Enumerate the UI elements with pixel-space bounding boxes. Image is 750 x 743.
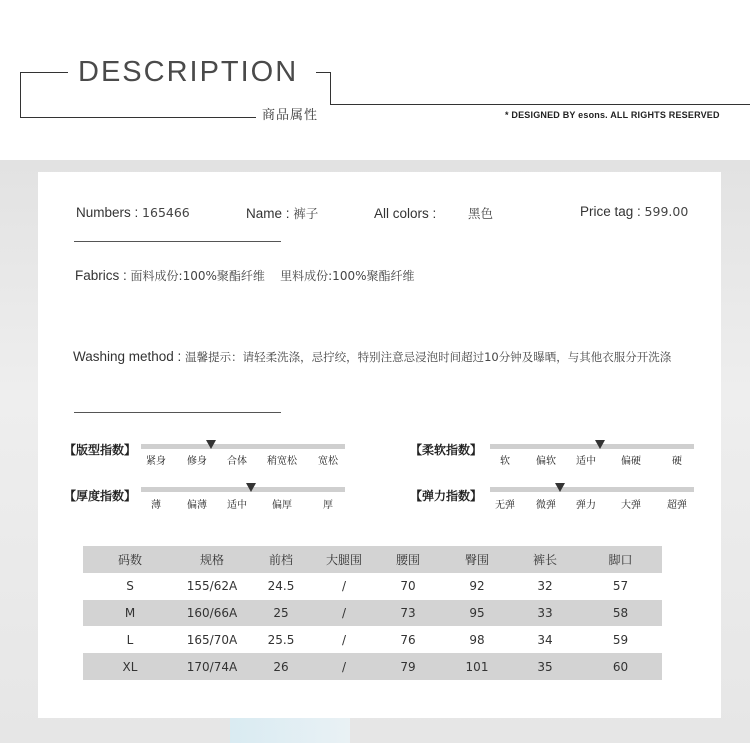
size-table-header-cell: 前档: [247, 546, 315, 573]
thickness-index-option: 偏厚: [272, 500, 292, 511]
size-table-cell: 34: [537, 632, 553, 647]
header-rule-left-top: [20, 72, 68, 73]
elastic-index-option: 无弹: [495, 500, 515, 511]
numbers-value: 165466: [142, 205, 190, 220]
size-table-cell: 98: [469, 632, 485, 647]
size-table-cell: 76: [400, 632, 416, 647]
size-table-cell: 101: [443, 653, 511, 680]
size-table-cell: 92: [469, 579, 485, 594]
size-table: [83, 546, 662, 680]
thickness-index-option: 偏薄: [187, 500, 207, 511]
fit-index-label: 【版型指数】: [64, 443, 137, 457]
fabrics-value: 面料成份:100%聚酯纤维 里料成份:100%聚酯纤维: [130, 269, 415, 283]
info-divider-top: [74, 241, 281, 242]
header-rule-left-vertical: [20, 72, 21, 118]
size-table-cell: 25: [247, 600, 315, 627]
size-table-header-cell: 脚口: [579, 546, 662, 573]
size-table-header-cell: 码数: [83, 546, 177, 573]
size-table-cell: L: [126, 632, 134, 647]
header-rule-right-vertical: [330, 72, 331, 104]
elastic-index-option: 微弹: [536, 500, 556, 511]
fabrics-label: Fabrics :: [75, 268, 127, 283]
washing-field: [73, 349, 671, 365]
name-label: Name :: [246, 206, 290, 221]
fit-index-option: 宽松: [318, 456, 338, 467]
name-field: [246, 204, 318, 222]
fit-index-marker: [206, 440, 216, 449]
size-table-cell: 35: [511, 653, 579, 680]
numbers-field: [76, 205, 190, 220]
size-table-row: [83, 653, 662, 680]
header-rule-right-bottom: [330, 104, 750, 105]
thickness-index-label: 【厚度指数】: [64, 489, 137, 503]
size-table-header-cell: 规格: [177, 546, 247, 573]
elastic-index-marker: [555, 483, 565, 492]
elastic-index-option: 大弹: [621, 500, 641, 511]
size-table-cell: 170/74A: [177, 653, 247, 680]
size-table-cell: 32: [537, 579, 553, 594]
washing-value: 温馨提示：请轻柔洗涤，忌拧绞，特别注意忌浸泡时间超过10分钟及曝晒，与其他衣服分开洗涤: [185, 350, 672, 364]
size-table-row: [83, 573, 662, 600]
size-table-cell: /: [341, 632, 347, 647]
fit-index-option: 修身: [187, 456, 207, 467]
size-table-cell: 70: [400, 579, 416, 594]
size-table-header-cell: 腰围: [373, 546, 443, 573]
numbers-label: Numbers :: [76, 205, 139, 220]
name-value: 裤子: [293, 206, 319, 221]
soft-index-option: 软: [500, 456, 510, 467]
soft-index-option: 偏软: [536, 456, 556, 467]
soft-index-marker: [595, 440, 605, 449]
size-table-cell: 33: [511, 600, 579, 627]
fit-index-option: 稍宽松: [267, 456, 297, 467]
elastic-index-label: 【弹力指数】: [410, 489, 483, 503]
size-table-cell: 24.5: [267, 579, 295, 594]
size-table-cell: 165/70A: [186, 632, 238, 647]
soft-index-option: 偏硬: [621, 456, 641, 467]
size-table-cell: XL: [83, 653, 177, 680]
washing-label: Washing method :: [73, 349, 182, 364]
elastic-index-bar: [490, 487, 694, 492]
header-rule-right-top: [316, 72, 330, 73]
price-value: 599.00: [644, 204, 689, 219]
size-table-header-cell: 臀围: [443, 546, 511, 573]
size-table-header-cell: 裤长: [511, 546, 579, 573]
size-table-cell: S: [126, 579, 134, 594]
size-table-row: [83, 626, 662, 653]
price-field: [580, 204, 688, 219]
size-table-cell: 73: [373, 600, 443, 627]
size-table-cell: M: [83, 600, 177, 627]
soft-index-bar: [490, 444, 694, 449]
size-table-header-cell: 大腿围: [315, 546, 373, 573]
fit-index-option: 合体: [227, 456, 247, 467]
size-table-cell: 95: [443, 600, 511, 627]
size-table-cell: 79: [373, 653, 443, 680]
thickness-index-bar: [141, 487, 345, 492]
soft-index-label: 【柔软指数】: [410, 443, 483, 457]
fabrics-field: [75, 267, 415, 284]
fit-index-option: 紧身: [146, 456, 166, 467]
elastic-index-option: 弹力: [576, 500, 596, 511]
soft-index-option: 硬: [672, 456, 682, 467]
size-table-cell: 26: [247, 653, 315, 680]
size-table-cell: /: [315, 653, 373, 680]
size-table-cell: /: [341, 579, 347, 594]
size-table-cell: 57: [612, 579, 629, 594]
size-table-cell: 60: [579, 653, 662, 680]
size-table-cell: /: [315, 600, 373, 627]
fit-index-bar: [141, 444, 345, 449]
colors-value: 黑色: [468, 206, 494, 221]
copyright-credit: * DESIGNED BY esons. ALL RIGHTS RESERVED: [505, 110, 720, 120]
size-table-row: [83, 600, 662, 627]
size-table-cell: 59: [612, 632, 629, 647]
page-subtitle: 商品属性: [262, 108, 319, 123]
elastic-index-option: 超弹: [667, 500, 687, 511]
price-label: Price tag :: [580, 204, 641, 219]
page-title: DESCRIPTION: [78, 56, 299, 88]
info-divider-bottom: [74, 412, 281, 413]
thickness-index-option: 薄: [151, 500, 161, 511]
size-table-cell: 25.5: [267, 632, 295, 647]
colors-label: All colors :: [374, 206, 437, 221]
size-table-cell: 58: [579, 600, 662, 627]
size-table-cell: 160/66A: [177, 600, 247, 627]
size-table-cell: 155/62A: [186, 579, 238, 594]
thickness-index-marker: [246, 483, 256, 492]
colors-field: [374, 204, 493, 222]
soft-index-option: 适中: [576, 456, 596, 467]
header-rule-left-bottom: [20, 117, 256, 118]
thickness-index-option: 适中: [227, 500, 247, 511]
size-table-header-row: [83, 546, 662, 573]
thickness-index-option: 厚: [323, 500, 333, 511]
